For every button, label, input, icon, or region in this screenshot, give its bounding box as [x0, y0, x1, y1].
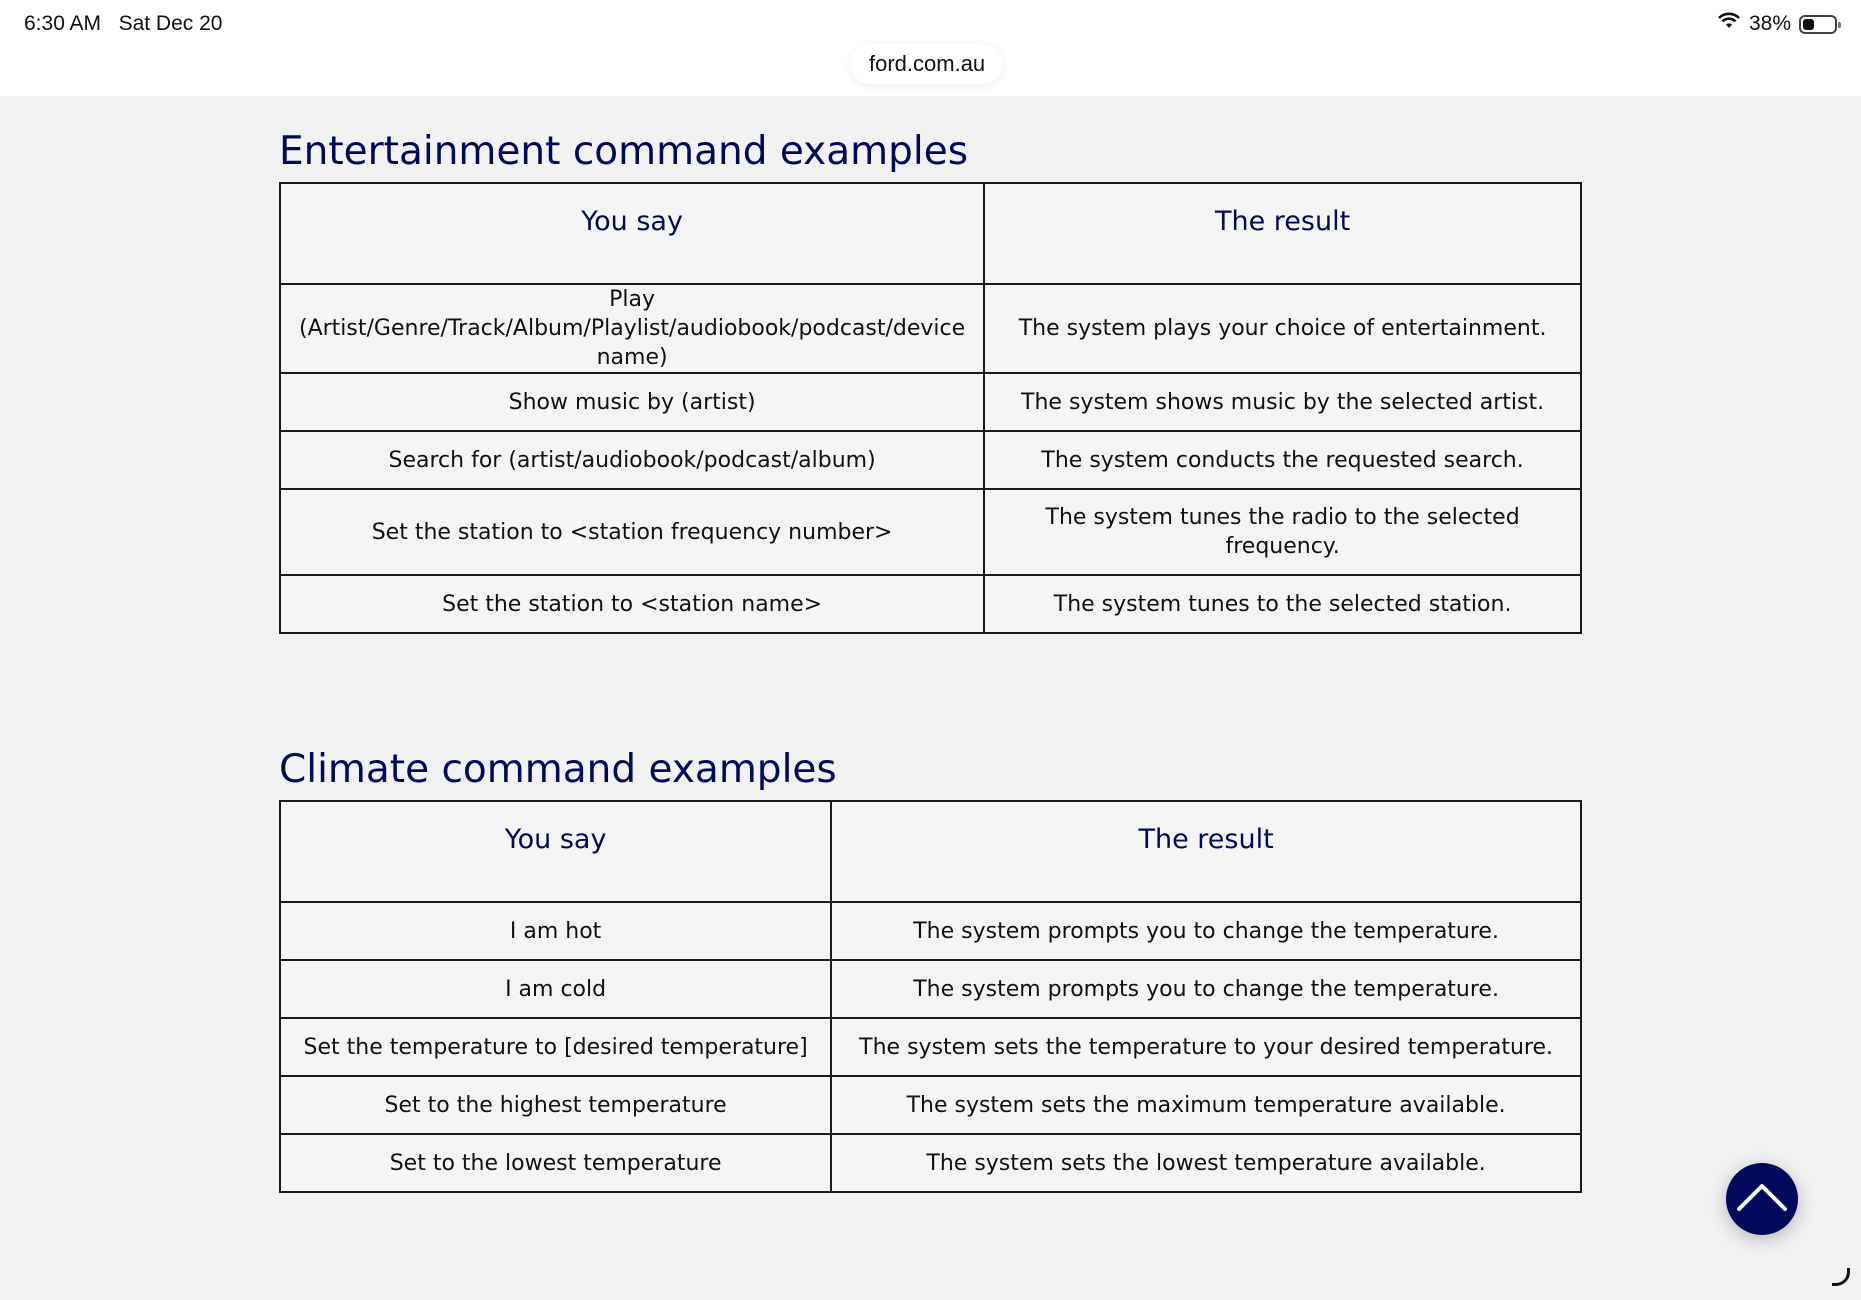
status-bar [0, 0, 1861, 96]
result-cell: The system sets the lowest temperature available. [831, 1134, 1581, 1192]
result-cell: The system plays your choice of entertainment. [984, 284, 1581, 373]
url-text: ford.com.au [869, 51, 986, 76]
result-cell: The system sets the maximum temperature available. [831, 1076, 1581, 1134]
command-cell: Search for (artist/audiobook/podcast/album) [280, 431, 984, 489]
result-cell: The system tunes to the selected station. [984, 575, 1581, 633]
command-cell: I am hot [280, 902, 831, 960]
command-cell: Set to the highest temperature [280, 1076, 831, 1134]
command-cell: Show music by (artist) [280, 373, 984, 431]
wifi-icon [1717, 12, 1741, 36]
main-content [279, 96, 1582, 1193]
table-row [280, 431, 1581, 489]
entertainment-table [279, 182, 1582, 634]
table-row [280, 489, 1581, 575]
entertainment-section [279, 126, 1582, 634]
column-header-you-say: You say [280, 183, 984, 284]
entertainment-title: Entertainment command examples [279, 129, 969, 174]
table-row [280, 284, 1581, 373]
command-cell: Set the station to <station name> [280, 575, 984, 633]
command-cell: Set the station to <station frequency number> [280, 489, 984, 575]
command-cell: Play (Artist/Genre/Track/Album/Playlist/audiobook/podcast/device name) [280, 284, 984, 373]
result-cell: The system shows music by the selected artist. [984, 373, 1581, 431]
scroll-to-top-button[interactable] [1726, 1163, 1798, 1235]
table-row [280, 373, 1581, 431]
table-row [280, 575, 1581, 633]
table-row [280, 1076, 1581, 1134]
table-header-row [280, 801, 1581, 902]
command-cell: Set the temperature to [desired temperature] [280, 1018, 831, 1076]
climate-section [279, 744, 1582, 1193]
table-row [280, 960, 1581, 1018]
battery-icon [1799, 15, 1837, 34]
loading-spinner-icon [1832, 1268, 1850, 1286]
result-cell: The system prompts you to change the temperature. [831, 960, 1581, 1018]
clock-time: 6:30 AM [24, 12, 102, 35]
status-time [24, 12, 222, 36]
result-cell: The system tunes the radio to the selected frequency. [984, 489, 1581, 575]
result-cell: The system conducts the requested search. [984, 431, 1581, 489]
command-cell: Set to the lowest temperature [280, 1134, 831, 1192]
result-cell: The system sets the temperature to your desired temperature. [831, 1018, 1581, 1076]
result-cell: The system prompts you to change the temperature. [831, 902, 1581, 960]
climate-title: Climate command examples [279, 747, 837, 792]
column-header-you-say: You say [280, 801, 831, 902]
climate-table [279, 800, 1582, 1193]
clock-date: Sat Dec 20 [118, 12, 223, 35]
chevron-up-icon [1736, 1181, 1788, 1217]
status-indicators [1717, 12, 1837, 36]
table-row [280, 1134, 1581, 1192]
column-header-result: The result [831, 801, 1581, 902]
table-row [280, 902, 1581, 960]
command-cell: I am cold [280, 960, 831, 1018]
column-header-result: The result [984, 183, 1581, 284]
battery-percent: 38% [1748, 12, 1791, 35]
url-bar[interactable] [851, 44, 1003, 84]
table-header-row [280, 183, 1581, 284]
table-row [280, 1018, 1581, 1076]
battery-fill [1803, 19, 1814, 30]
